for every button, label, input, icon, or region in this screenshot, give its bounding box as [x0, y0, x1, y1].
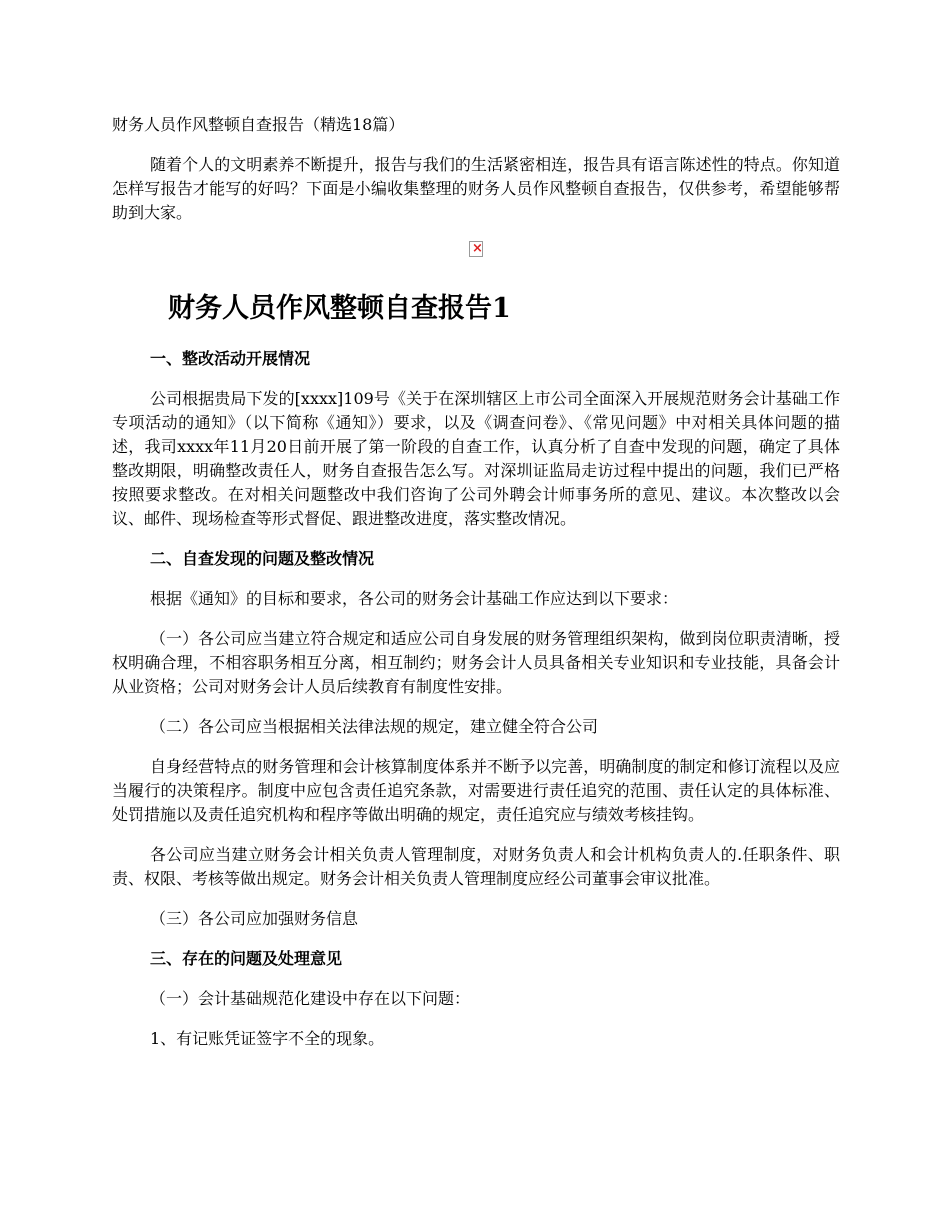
paragraph-1: 公司根据贵局下发的[xxxx]109号《关于在深圳辖区上市公司全面深入开展规范财务会计基础工作专项活动的通知》（以下简称《通知》）要求，以及《调查问卷》、《常见问题》中对相关具体问题的描述，我司xxxx年11月20日前开展了第一阶段的自查工作，认真分析了自查中发现的问题，确定了具体整改期限，明确整改责任人，财务自查报告怎么写。对深圳证监局走访过程中提出的问题，我们已严格按照要求整改。在对相关问题整改中我们咨询了公司外聘会计师事务所的意见、建议。本次整改以会议、邮件、现场检查等形式督促、跟进整改进度，落实整改情况。 [112, 389, 840, 528]
paragraph-7: （三）各公司应加强财务信息 [150, 909, 359, 928]
subheading-2: 二、自查发现的问题及整改情况 [150, 549, 375, 568]
paragraph-9: 1、有记账凭证签字不全的现象。 [150, 1029, 385, 1048]
paragraph-2: 根据《通知》的目标和要求，各公司的财务会计基础工作应达到以下要求： [150, 589, 679, 608]
broken-image-icon [469, 241, 483, 257]
section-heading: 财务人员作风整顿自查报告1 [168, 293, 511, 324]
paragraph-3: （一）各公司应当建立符合规定和适应公司自身发展的财务管理组织架构，做到岗位职责清晰，授权明确合理，不相容职务相互分离，相互制约；财务会计人员具备相关专业知识和专业技能，具备会计从业资格；公司对财务会计人员后续教育有制度性安排。 [112, 629, 840, 696]
document-page [112, 113, 840, 1067]
paragraph-4: （二）各公司应当根据相关法律法规的规定，建立健全符合公司 [150, 717, 599, 736]
image-placeholder [112, 241, 840, 263]
subheading-1: 一、整改活动开展情况 [150, 349, 311, 368]
paragraph-8: （一）会计基础规范化建设中存在以下问题： [150, 989, 471, 1008]
paragraph-6: 各公司应当建立财务会计相关负责人管理制度，对财务负责人和会计机构负责人的.任职条件、职责、权限、考核等做出规定。财务会计相关负责人管理制度应经公司董事会审议批准。 [112, 845, 840, 888]
document-title: 财务人员作风整顿自查报告（精选18篇） [112, 115, 405, 134]
paragraph-5: 自身经营特点的财务管理和会计核算制度体系并不断予以完善，明确制度的制定和修订流程以及应当履行的决策程序。制度中应包含责任追究条款，对需要进行责任追究的范围、责任认定的具体标准、处罚措施以及责任追究机构和程序等做出明确的规定，责任追究应与绩效考核挂钩。 [112, 757, 840, 824]
subheading-3: 三、存在的问题及处理意见 [150, 949, 343, 968]
intro-paragraph: 随着个人的文明素养不断提升，报告与我们的生活紧密相连，报告具有语言陈述性的特点。你知道怎样写报告才能写的好吗？下面是小编收集整理的财务人员作风整顿自查报告，仅供参考，希望能够帮助到大家。 [112, 155, 840, 222]
